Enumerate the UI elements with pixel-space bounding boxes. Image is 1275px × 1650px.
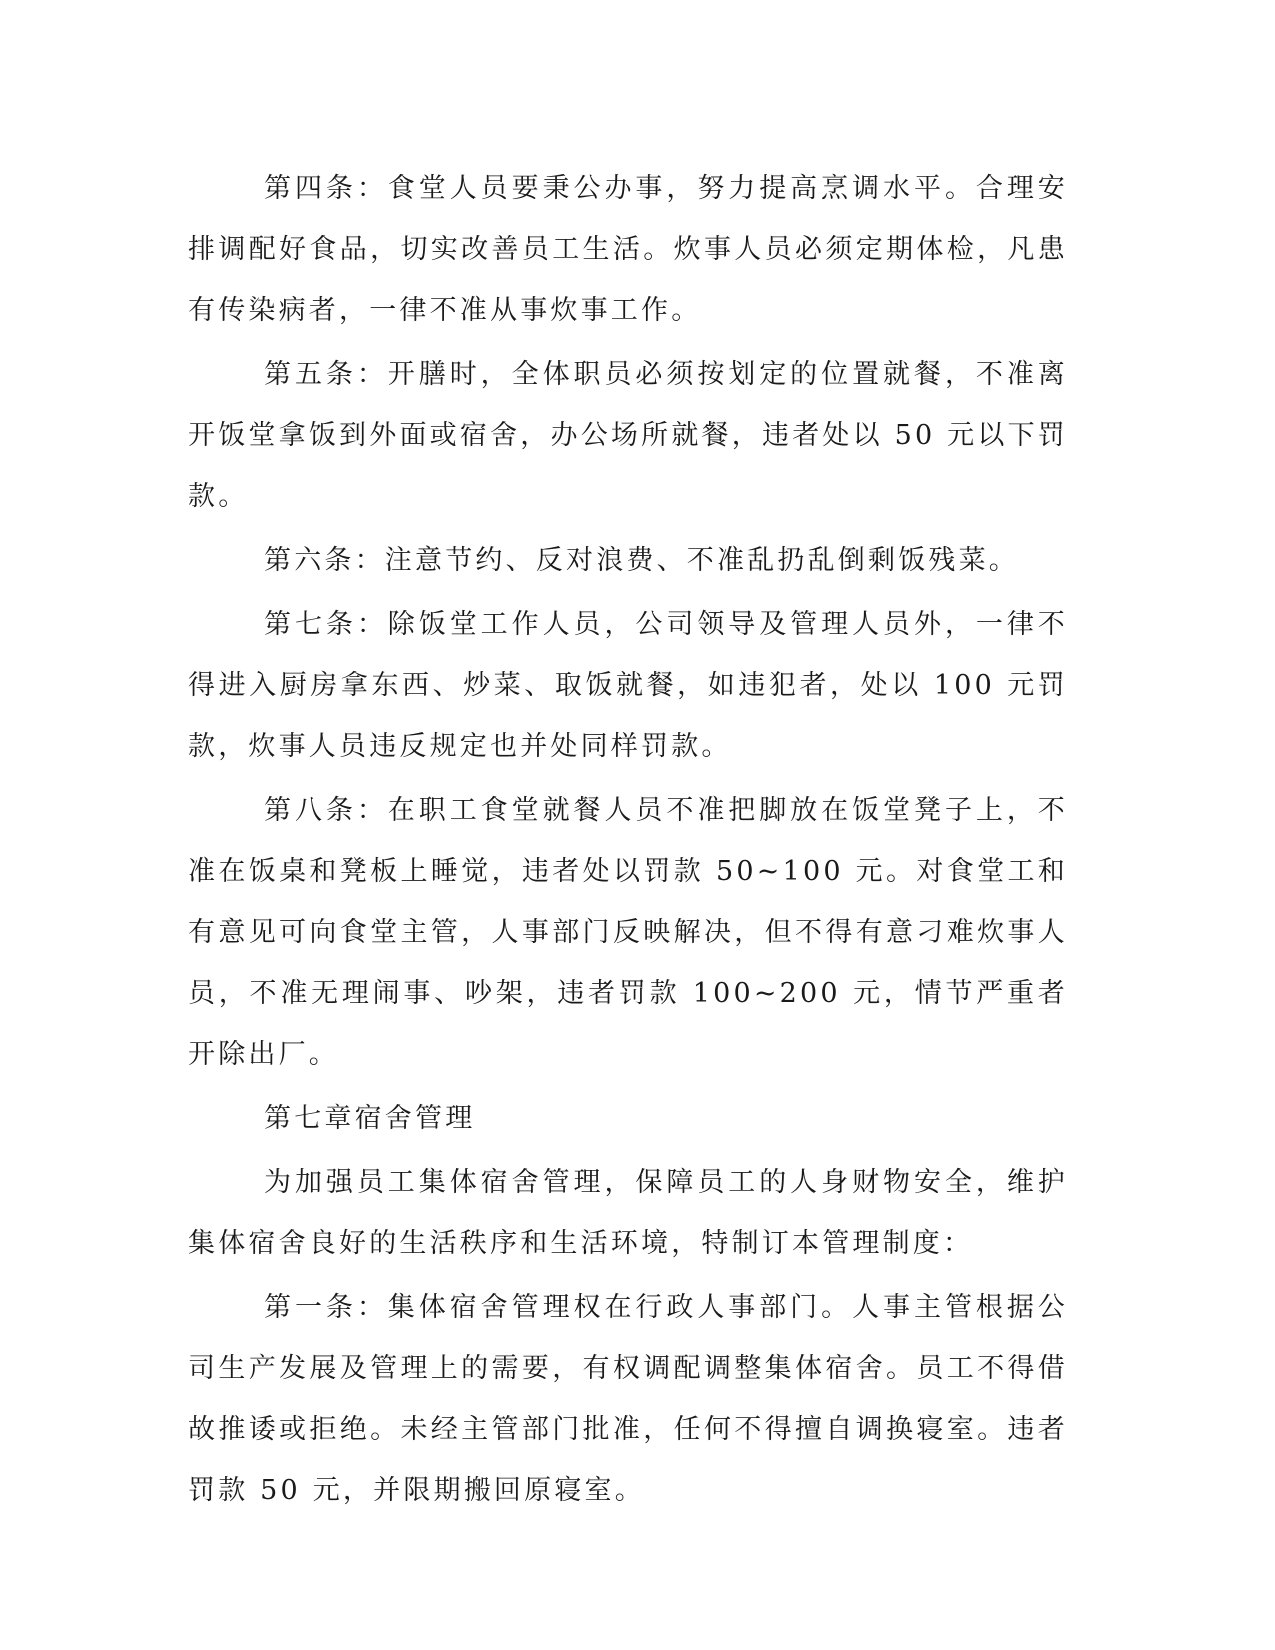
- paragraph-article-6: 第六条：注意节约、反对浪费、不准乱扔乱倒剩饭残菜。: [264, 545, 1019, 576]
- paragraph-article-7: 第七条：除饭堂工作人员，公司领导及管理人员外，一律不得进入厨房拿东西、炒菜、取饭就餐，如违犯者，处以 100 元罚款，炊事人员违反规定也并处同样罚款。: [188, 609, 1068, 762]
- paragraph-article-8: 第八条：在职工食堂就餐人员不准把脚放在饭堂凳子上，不准在饭桌和凳板上睡觉，违者处以罚款 50~100 元。对食堂工和有意见可向食堂主管，人事部门反映解决，但不得有意刁难炊事人员，不准无理闹事、吵架，违者罚款 100~200 元，情节严重者开除出厂。: [188, 795, 1068, 1070]
- paragraph-dormitory-article-1: 第一条：集体宿舍管理权在行政人事部门。人事主管根据公司生产发展及管理上的需要，有权调配调整集体宿舍。员工不得借故推诿或拒绝。未经主管部门批准，任何不得擅自调换寝室。违者罚款 50 元，并限期搬回原寝室。: [188, 1292, 1068, 1506]
- paragraph-article-4: 第四条：食堂人员要秉公办事，努力提高烹调水平。合理安排调配好食品，切实改善员工生活。炊事人员必须定期体检，凡患有传染病者，一律不准从事炊事工作。: [188, 173, 1068, 326]
- paragraph-dormitory-intro: 为加强员工集体宿舍管理，保障员工的人身财物安全，维护集体宿舍良好的生活秩序和生活环境，特制订本管理制度：: [188, 1167, 1068, 1259]
- paragraph-article-5: 第五条：开膳时，全体职员必须按划定的位置就餐，不准离开饭堂拿饭到外面或宿舍，办公场所就餐，违者处以 50 元以下罚款。: [188, 359, 1068, 512]
- document-body: [188, 158, 1068, 1524]
- chapter-heading-dormitory: 第七章宿舍管理: [264, 1103, 476, 1134]
